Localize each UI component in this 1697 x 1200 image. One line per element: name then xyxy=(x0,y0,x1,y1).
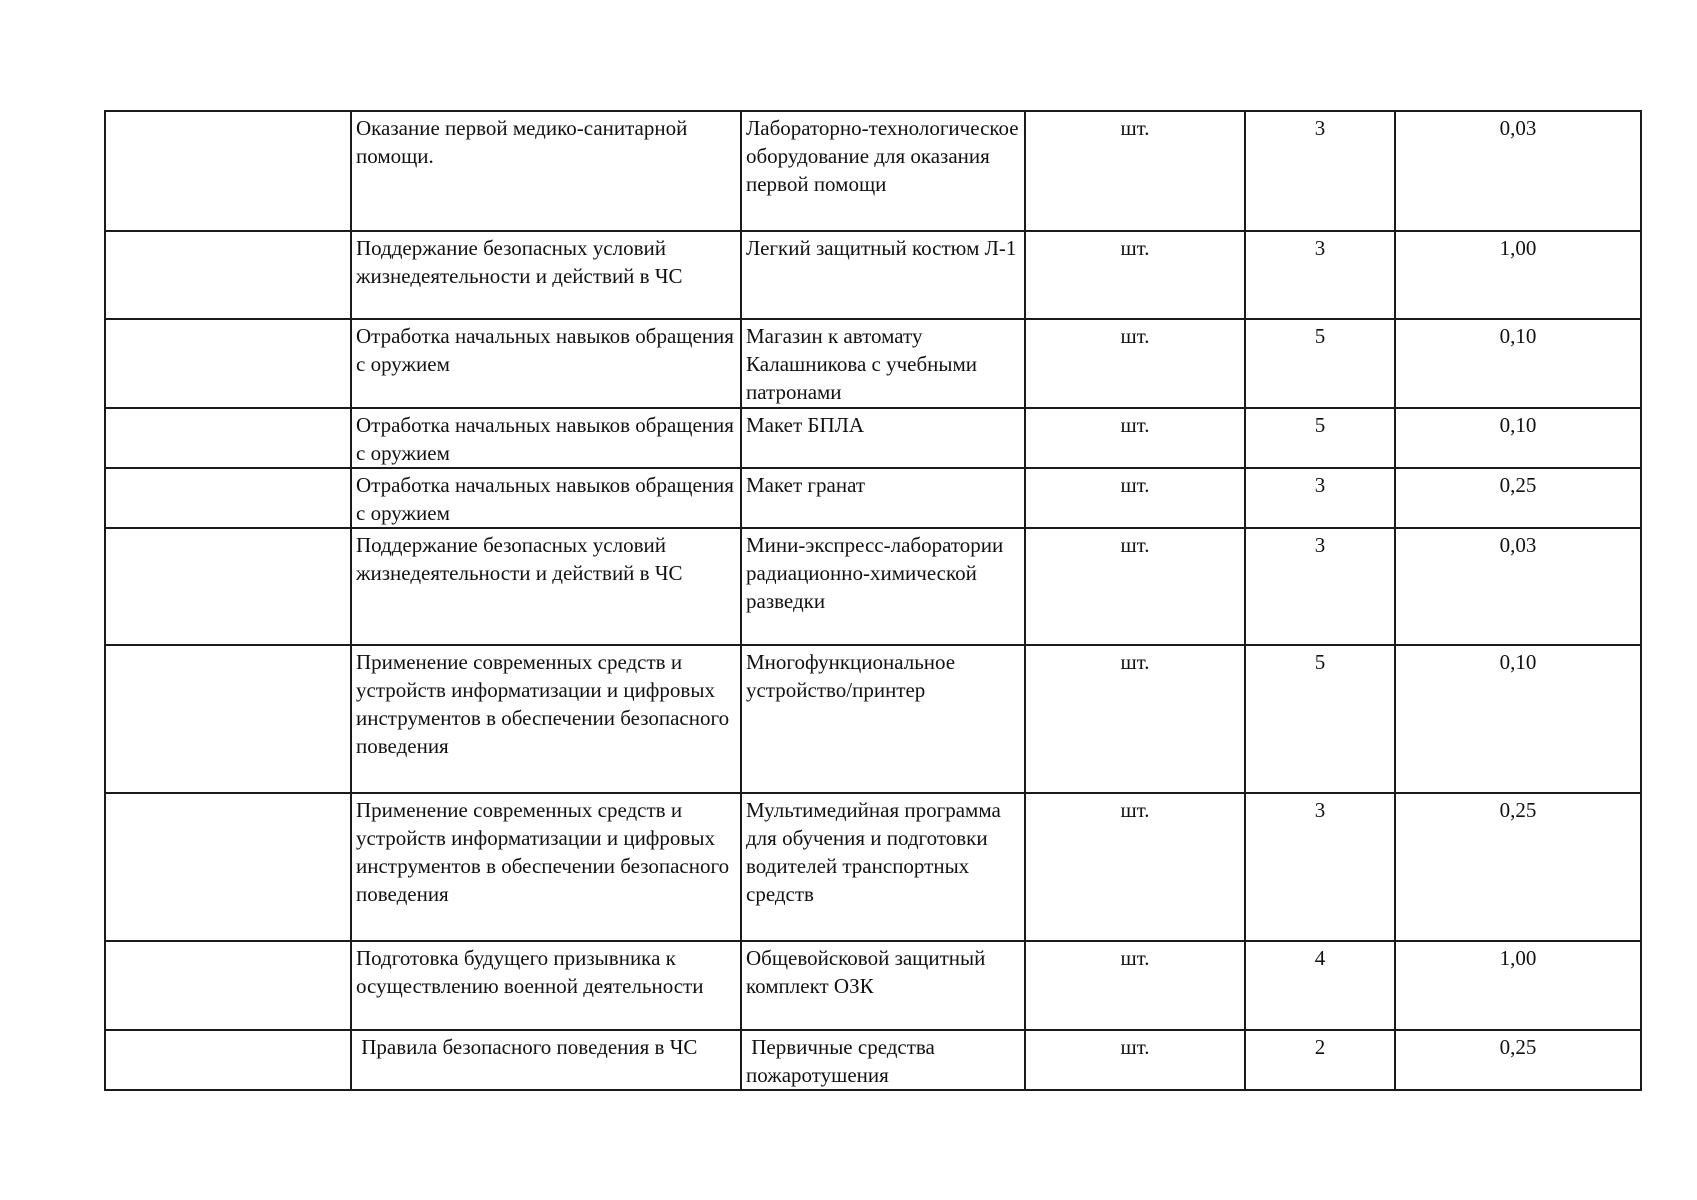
unit-cell: шт. xyxy=(1025,1030,1245,1090)
item-cell: Общевойсковой защитный комплект ОЗК xyxy=(741,941,1025,1030)
table-row xyxy=(105,528,1641,645)
norm-cell: 0,03 xyxy=(1395,528,1641,645)
document-page xyxy=(104,110,1642,1091)
table-row xyxy=(105,645,1641,793)
table-row xyxy=(105,111,1641,231)
item-cell: Лабораторно-технологическое оборудование для оказания первой помощи xyxy=(741,111,1025,231)
table-row xyxy=(105,941,1641,1030)
row-number-cell xyxy=(105,319,351,408)
unit-cell: шт. xyxy=(1025,528,1245,645)
topic-cell: Отработка начальных навыков обращения с оружием xyxy=(351,468,741,528)
item-cell: Мультимедийная программа для обучения и подготовки водителей транспортных средств xyxy=(741,793,1025,941)
topic-cell: Применение современных средств и устройств информатизации и цифровых инструментов в обеспечении безопасного поведения xyxy=(351,645,741,793)
quantity-cell: 3 xyxy=(1245,468,1395,528)
quantity-cell: 5 xyxy=(1245,319,1395,408)
row-number-cell xyxy=(105,1030,351,1090)
quantity-cell: 5 xyxy=(1245,645,1395,793)
norm-cell: 0,10 xyxy=(1395,645,1641,793)
topic-cell: Подготовка будущего призывника к осуществлению военной деятельности xyxy=(351,941,741,1030)
quantity-cell: 3 xyxy=(1245,528,1395,645)
row-number-cell xyxy=(105,645,351,793)
quantity-cell: 4 xyxy=(1245,941,1395,1030)
norm-cell: 0,10 xyxy=(1395,319,1641,408)
norm-cell: 0,25 xyxy=(1395,1030,1641,1090)
quantity-cell: 3 xyxy=(1245,231,1395,319)
unit-cell: шт. xyxy=(1025,468,1245,528)
row-number-cell xyxy=(105,111,351,231)
row-number-cell xyxy=(105,408,351,468)
row-number-cell xyxy=(105,941,351,1030)
table-row xyxy=(105,231,1641,319)
item-cell: Первичные средства пожаротушения xyxy=(741,1030,1025,1090)
unit-cell: шт. xyxy=(1025,645,1245,793)
item-cell: Многофункциональное устройство/принтер xyxy=(741,645,1025,793)
row-number-cell xyxy=(105,528,351,645)
norm-cell: 0,10 xyxy=(1395,408,1641,468)
item-cell: Магазин к автомату Калашникова с учебными патронами xyxy=(741,319,1025,408)
unit-cell: шт. xyxy=(1025,941,1245,1030)
topic-cell: Отработка начальных навыков обращения с оружием xyxy=(351,408,741,468)
quantity-cell: 5 xyxy=(1245,408,1395,468)
table-row xyxy=(105,408,1641,468)
norm-cell: 1,00 xyxy=(1395,941,1641,1030)
topic-cell: Применение современных средств и устройств информатизации и цифровых инструментов в обеспечении безопасного поведения xyxy=(351,793,741,941)
quantity-cell: 3 xyxy=(1245,793,1395,941)
unit-cell: шт. xyxy=(1025,408,1245,468)
item-cell: Макет гранат xyxy=(741,468,1025,528)
norm-cell: 0,25 xyxy=(1395,468,1641,528)
table-row xyxy=(105,319,1641,408)
row-number-cell xyxy=(105,231,351,319)
topic-cell: Правила безопасного поведения в ЧС xyxy=(351,1030,741,1090)
unit-cell: шт. xyxy=(1025,793,1245,941)
unit-cell: шт. xyxy=(1025,111,1245,231)
topic-cell: Поддержание безопасных условий жизнедеятельности и действий в ЧС xyxy=(351,231,741,319)
topic-cell: Оказание первой медико-санитарной помощи. xyxy=(351,111,741,231)
row-number-cell xyxy=(105,468,351,528)
item-cell: Мини-экспресс-лаборатории радиационно-химической разведки xyxy=(741,528,1025,645)
norm-cell: 1,00 xyxy=(1395,231,1641,319)
row-number-cell xyxy=(105,793,351,941)
item-cell: Легкий защитный костюм Л-1 xyxy=(741,231,1025,319)
quantity-cell: 2 xyxy=(1245,1030,1395,1090)
topic-cell: Поддержание безопасных условий жизнедеятельности и действий в ЧС xyxy=(351,528,741,645)
norm-cell: 0,03 xyxy=(1395,111,1641,231)
equipment-table xyxy=(104,110,1642,1091)
table-row xyxy=(105,1030,1641,1090)
table-row xyxy=(105,793,1641,941)
item-cell: Макет БПЛА xyxy=(741,408,1025,468)
quantity-cell: 3 xyxy=(1245,111,1395,231)
table-row xyxy=(105,468,1641,528)
unit-cell: шт. xyxy=(1025,319,1245,408)
unit-cell: шт. xyxy=(1025,231,1245,319)
norm-cell: 0,25 xyxy=(1395,793,1641,941)
topic-cell: Отработка начальных навыков обращения с оружием xyxy=(351,319,741,408)
